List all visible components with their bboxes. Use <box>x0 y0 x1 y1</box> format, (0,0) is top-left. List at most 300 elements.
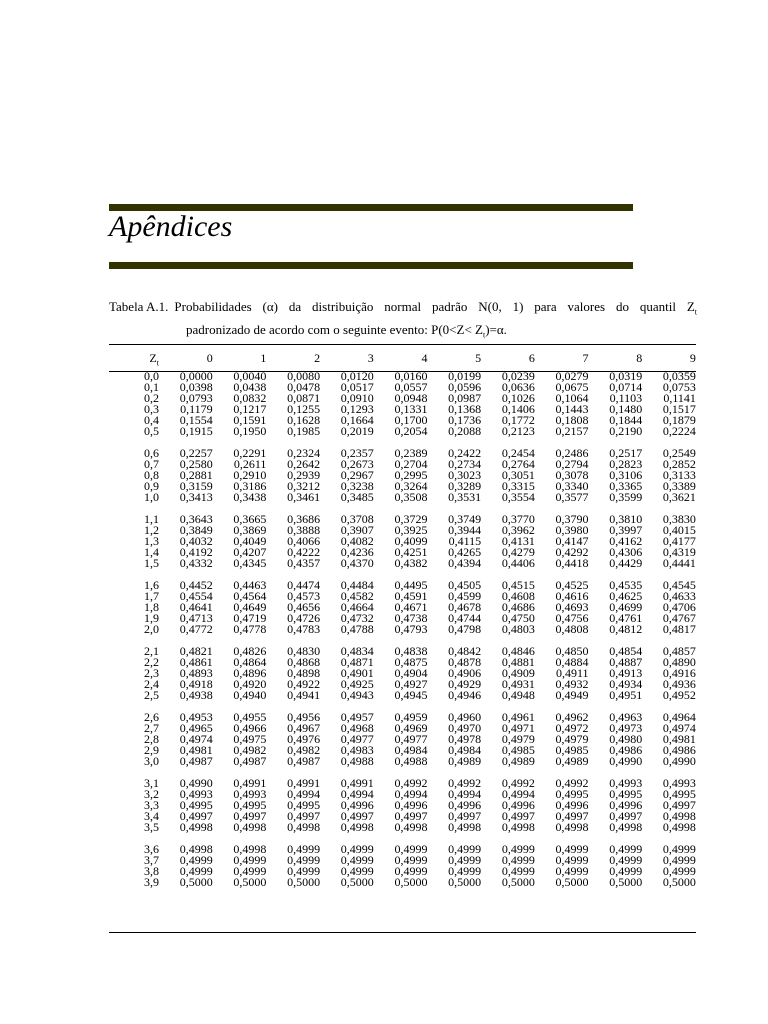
probability-cell: 0,4998 <box>287 820 321 834</box>
probability-cell: 0,4993 <box>233 787 267 801</box>
header-cell: 5 <box>475 351 482 365</box>
probability-cell: 0,4961 <box>501 710 535 724</box>
probability-cell: 0,0987 <box>448 391 482 405</box>
probability-cell: 0,3264 <box>394 479 428 493</box>
probability-cell: 0,0910 <box>340 391 374 405</box>
probability-cell: 0,4999 <box>287 864 321 878</box>
probability-cell: 0,4985 <box>555 743 589 757</box>
probability-cell: 0,3485 <box>340 490 374 504</box>
probability-cell: 0,2088 <box>448 424 482 438</box>
header-cell: 0 <box>206 351 213 365</box>
probability-cell: 0,0319 <box>609 369 643 383</box>
table-row <box>109 822 696 833</box>
probability-cell: 0,4463 <box>233 578 267 592</box>
probability-cell: 0,4998 <box>394 820 428 834</box>
probability-cell: 0,4783 <box>287 622 321 636</box>
probability-cell: 0,4890 <box>662 655 696 669</box>
probability-cell: 0,4049 <box>233 534 267 548</box>
probability-cell: 0,4756 <box>555 611 589 625</box>
probability-cell: 0,4893 <box>179 666 213 680</box>
probability-cell: 0,4963 <box>609 710 643 724</box>
probability-cell: 0,4979 <box>555 732 589 746</box>
zt-value-cell: 3,3 <box>144 798 159 812</box>
probability-cell: 0,4015 <box>662 523 696 537</box>
probability-cell: 0,1591 <box>233 413 267 427</box>
probability-cell: 0,4767 <box>662 611 696 625</box>
probability-cell: 0,4999 <box>609 864 643 878</box>
probability-cell: 0,4495 <box>394 578 428 592</box>
probability-cell: 0,4306 <box>609 545 643 559</box>
zt-value-cell: 0,5 <box>144 424 159 438</box>
probability-cell: 0,4988 <box>340 754 374 768</box>
probability-cell: 0,4996 <box>609 798 643 812</box>
probability-cell: 0,2642 <box>287 457 321 471</box>
probability-cell: 0,1736 <box>448 413 482 427</box>
probability-cell: 0,4131 <box>501 534 535 548</box>
probability-cell: 0,1808 <box>555 413 589 427</box>
probability-cell: 0,5000 <box>287 875 321 889</box>
probability-cell: 0,4906 <box>448 666 482 680</box>
probability-cell: 0,4738 <box>394 611 428 625</box>
probability-cell: 0,4998 <box>501 820 535 834</box>
probability-cell: 0,4406 <box>501 556 535 570</box>
probability-cell: 0,4993 <box>179 787 213 801</box>
probability-cell: 0,4941 <box>287 688 321 702</box>
probability-cell: 0,0871 <box>287 391 321 405</box>
probability-cell: 0,4980 <box>609 732 643 746</box>
zt-value-cell: 3,0 <box>144 754 159 768</box>
probability-cell: 0,4099 <box>394 534 428 548</box>
probability-cell: 0,3023 <box>448 468 482 482</box>
probability-cell: 0,4115 <box>448 534 482 548</box>
probability-cell: 0,4826 <box>233 644 267 658</box>
probability-cell: 0,0557 <box>394 380 428 394</box>
probability-cell: 0,4591 <box>394 589 428 603</box>
probability-cell: 0,3729 <box>394 512 428 526</box>
probability-cell: 0,4441 <box>662 556 696 570</box>
probability-cell: 0,0714 <box>609 380 643 394</box>
probability-cell: 0,4887 <box>609 655 643 669</box>
probability-cell: 0,4884 <box>555 655 589 669</box>
probability-cell: 0,4991 <box>340 776 374 790</box>
probability-cell: 0,4608 <box>501 589 535 603</box>
probability-cell: 0,3186 <box>233 479 267 493</box>
probability-cell: 0,0199 <box>448 369 482 383</box>
probability-cell: 0,4990 <box>662 754 696 768</box>
probability-cell: 0,0120 <box>340 369 374 383</box>
probability-cell: 0,4861 <box>179 655 213 669</box>
zt-value-cell: 2,8 <box>144 732 159 746</box>
probability-cell: 0,4989 <box>555 754 589 768</box>
zt-value-cell: 0,1 <box>144 380 159 394</box>
probability-cell: 0,4946 <box>448 688 482 702</box>
probability-cell: 0,4997 <box>287 809 321 823</box>
zt-value-cell: 2,1 <box>144 644 159 658</box>
probability-cell: 0,4999 <box>233 853 267 867</box>
probability-cell: 0,4999 <box>448 864 482 878</box>
probability-cell: 0,4207 <box>233 545 267 559</box>
probability-cell: 0,4913 <box>609 666 643 680</box>
probability-cell: 0,4995 <box>555 787 589 801</box>
probability-cell: 0,3340 <box>555 479 589 493</box>
caption-text-1-body: Probabilidades (α) da distribuição normal padrão N(0, 1) para valores do quantil Z <box>174 299 695 314</box>
probability-cell: 0,4999 <box>448 842 482 856</box>
probability-cell: 0,4981 <box>179 743 213 757</box>
probability-cell: 0,2257 <box>179 446 213 460</box>
probability-cell: 0,2324 <box>287 446 321 460</box>
probability-cell: 0,0948 <box>394 391 428 405</box>
probability-cell: 0,2580 <box>179 457 213 471</box>
zt-value-cell: 2,9 <box>144 743 159 757</box>
probability-cell: 0,1664 <box>340 413 374 427</box>
probability-cell: 0,1331 <box>394 402 428 416</box>
probability-cell: 0,4999 <box>501 842 535 856</box>
probability-cell: 0,4992 <box>501 776 535 790</box>
caption-text-1-sub: t <box>694 307 697 317</box>
probability-cell: 0,4750 <box>501 611 535 625</box>
probability-cell: 0,0832 <box>233 391 267 405</box>
probability-cell: 0,3389 <box>662 479 696 493</box>
table-row <box>109 426 696 437</box>
probability-cell: 0,5000 <box>394 875 428 889</box>
probability-cell: 0,4989 <box>448 754 482 768</box>
probability-cell: 0,4998 <box>448 820 482 834</box>
probability-cell: 0,4830 <box>287 644 321 658</box>
probability-cell: 0,4429 <box>609 556 643 570</box>
probability-cell: 0,4973 <box>609 721 643 735</box>
zt-value-cell: 1,2 <box>144 523 159 537</box>
probability-cell: 0,4998 <box>662 809 696 823</box>
probability-cell: 0,5000 <box>662 875 696 889</box>
probability-cell: 0,1517 <box>662 402 696 416</box>
probability-cell: 0,3315 <box>501 479 535 493</box>
probability-cell: 0,4994 <box>501 787 535 801</box>
probability-cell: 0,1480 <box>609 402 643 416</box>
probability-cell: 0,2611 <box>233 457 267 471</box>
probability-cell: 0,4984 <box>448 743 482 757</box>
probability-cell: 0,4999 <box>340 853 374 867</box>
header-cell: 4 <box>421 351 428 365</box>
probability-cell: 0,3708 <box>340 512 374 526</box>
probability-cell: 0,4951 <box>609 688 643 702</box>
caption-label: Tabela A.1. <box>109 299 169 314</box>
probability-cell: 0,4808 <box>555 622 589 636</box>
probability-cell: 0,4599 <box>448 589 482 603</box>
table-caption <box>109 298 697 343</box>
probability-cell: 0,5000 <box>609 875 643 889</box>
probability-cell: 0,4998 <box>179 842 213 856</box>
probability-cell: 0,4999 <box>555 864 589 878</box>
probability-cell: 0,4948 <box>501 688 535 702</box>
probability-cell: 0,3212 <box>287 479 321 493</box>
probability-cell: 0,3577 <box>555 490 589 504</box>
probability-cell: 0,4162 <box>609 534 643 548</box>
probability-cell: 0,4999 <box>609 853 643 867</box>
probability-cell: 0,4996 <box>555 798 589 812</box>
probability-cell: 0,2910 <box>233 468 267 482</box>
probability-cell: 0,2019 <box>340 424 374 438</box>
probability-cell: 0,4986 <box>609 743 643 757</box>
probability-cell: 0,0596 <box>448 380 482 394</box>
table-row <box>109 492 696 503</box>
probability-cell: 0,2517 <box>609 446 643 460</box>
probability-cell: 0,0636 <box>501 380 535 394</box>
probability-cell: 0,4878 <box>448 655 482 669</box>
probability-cell: 0,4292 <box>555 545 589 559</box>
probability-cell: 0,5000 <box>555 875 589 889</box>
zt-value-cell: 1,4 <box>144 545 159 559</box>
probability-cell: 0,4920 <box>233 677 267 691</box>
probability-cell: 0,2995 <box>394 468 428 482</box>
probability-cell: 0,4394 <box>448 556 482 570</box>
probability-cell: 0,2357 <box>340 446 374 460</box>
probability-cell: 0,4955 <box>233 710 267 724</box>
table-row <box>109 756 696 767</box>
probability-cell: 0,4875 <box>394 655 428 669</box>
probability-cell: 0,4999 <box>662 853 696 867</box>
probability-cell: 0,4693 <box>555 600 589 614</box>
probability-cell: 0,4995 <box>287 798 321 812</box>
probability-cell: 0,1406 <box>501 402 535 416</box>
probability-cell: 0,3925 <box>394 523 428 537</box>
probability-cell: 0,4949 <box>555 688 589 702</box>
normal-distribution-table <box>109 345 696 888</box>
probability-cell: 0,4978 <box>448 732 482 746</box>
probability-cell: 0,3888 <box>287 523 321 537</box>
probability-cell: 0,4975 <box>233 732 267 746</box>
probability-cell: 0,2967 <box>340 468 374 482</box>
probability-cell: 0,3531 <box>448 490 482 504</box>
probability-cell: 0,4834 <box>340 644 374 658</box>
probability-cell: 0,4995 <box>609 787 643 801</box>
probability-cell: 0,0517 <box>340 380 374 394</box>
probability-cell: 0,3438 <box>233 490 267 504</box>
probability-cell: 0,4147 <box>555 534 589 548</box>
probability-cell: 0,2549 <box>662 446 696 460</box>
header-cell: 6 <box>528 351 535 365</box>
probability-cell: 0,4996 <box>340 798 374 812</box>
zt-value-cell: 1,1 <box>144 512 159 526</box>
page-heading: Apêndices <box>109 210 233 243</box>
probability-cell: 0,4981 <box>662 732 696 746</box>
probability-cell: 0,2054 <box>394 424 428 438</box>
probability-cell: 0,0398 <box>179 380 213 394</box>
caption-text-1 <box>174 298 697 321</box>
zt-value-cell: 0,9 <box>144 479 159 493</box>
probability-cell: 0,4999 <box>179 853 213 867</box>
probability-cell: 0,4032 <box>179 534 213 548</box>
zt-value-cell: 0,8 <box>144 468 159 482</box>
zt-value-cell: 1,7 <box>144 589 159 603</box>
probability-cell: 0,4761 <box>609 611 643 625</box>
probability-cell: 0,4977 <box>394 732 428 746</box>
probability-cell: 0,2123 <box>501 424 535 438</box>
probability-cell: 0,4236 <box>340 545 374 559</box>
probability-cell: 0,4656 <box>287 600 321 614</box>
probability-cell: 0,3830 <box>662 512 696 526</box>
zt-value-cell: 3,6 <box>144 842 159 856</box>
probability-cell: 0,4931 <box>501 677 535 691</box>
probability-cell: 0,4983 <box>340 743 374 757</box>
probability-cell: 0,3997 <box>609 523 643 537</box>
zt-value-cell: 3,8 <box>144 864 159 878</box>
probability-cell: 0,4995 <box>662 787 696 801</box>
probability-cell: 0,0279 <box>555 369 589 383</box>
probability-cell: 0,2157 <box>555 424 589 438</box>
table-row <box>109 558 696 569</box>
probability-cell: 0,4925 <box>340 677 374 691</box>
probability-cell: 0,5000 <box>233 875 267 889</box>
probability-cell: 0,4370 <box>340 556 374 570</box>
probability-cell: 0,2224 <box>662 424 696 438</box>
probability-cell: 0,4936 <box>662 677 696 691</box>
probability-cell: 0,4812 <box>609 622 643 636</box>
probability-cell: 0,4999 <box>394 864 428 878</box>
probability-cell: 0,4896 <box>233 666 267 680</box>
probability-cell: 0,4997 <box>179 809 213 823</box>
probability-cell: 0,4990 <box>179 776 213 790</box>
probability-cell: 0,3790 <box>555 512 589 526</box>
probability-cell: 0,4778 <box>233 622 267 636</box>
probability-cell: 0,1554 <box>179 413 213 427</box>
probability-cell: 0,4984 <box>394 743 428 757</box>
probability-cell: 0,0675 <box>555 380 589 394</box>
probability-cell: 0,3413 <box>179 490 213 504</box>
probability-cell: 0,4793 <box>394 622 428 636</box>
probability-cell: 0,3770 <box>501 512 535 526</box>
header-cell-zt <box>109 345 159 371</box>
zt-value-cell: 0,0 <box>144 369 159 383</box>
probability-cell: 0,4922 <box>287 677 321 691</box>
probability-cell: 0,4633 <box>662 589 696 603</box>
probability-cell: 0,4999 <box>233 864 267 878</box>
probability-cell: 0,4719 <box>233 611 267 625</box>
probability-cell: 0,4222 <box>287 545 321 559</box>
probability-cell: 0,4998 <box>662 820 696 834</box>
probability-cell: 0,3554 <box>501 490 535 504</box>
probability-cell: 0,4953 <box>179 710 213 724</box>
zt-value-cell: 3,5 <box>144 820 159 834</box>
probability-cell: 0,4582 <box>340 589 374 603</box>
probability-cell: 0,4952 <box>662 688 696 702</box>
probability-cell: 0,0160 <box>394 369 428 383</box>
probability-cell: 0,4960 <box>448 710 482 724</box>
probability-cell: 0,4994 <box>287 787 321 801</box>
probability-cell: 0,3106 <box>609 468 643 482</box>
probability-cell: 0,2734 <box>448 457 482 471</box>
probability-cell: 0,4962 <box>555 710 589 724</box>
probability-cell: 0,1064 <box>555 391 589 405</box>
probability-cell: 0,3051 <box>501 468 535 482</box>
probability-cell: 0,3686 <box>287 512 321 526</box>
probability-cell: 0,4881 <box>501 655 535 669</box>
probability-cell: 0,3238 <box>340 479 374 493</box>
probability-cell: 0,4535 <box>609 578 643 592</box>
probability-cell: 0,4927 <box>394 677 428 691</box>
probability-cell: 0,1293 <box>340 402 374 416</box>
probability-cell: 0,3944 <box>448 523 482 537</box>
probability-cell: 0,4987 <box>287 754 321 768</box>
probability-cell: 0,4616 <box>555 589 589 603</box>
probability-cell: 0,4996 <box>394 798 428 812</box>
probability-cell: 0,2673 <box>340 457 374 471</box>
probability-cell: 0,4938 <box>179 688 213 702</box>
zt-value-cell: 0,4 <box>144 413 159 427</box>
zt-value-cell: 2,2 <box>144 655 159 669</box>
probability-cell: 0,1103 <box>609 391 643 405</box>
probability-cell: 0,0040 <box>233 369 267 383</box>
caption-line-2 <box>109 321 697 344</box>
probability-cell: 0,4995 <box>179 798 213 812</box>
probability-cell: 0,4641 <box>179 600 213 614</box>
probability-cell: 0,4940 <box>233 688 267 702</box>
probability-cell: 0,4911 <box>555 666 589 680</box>
caption-text-2-end: )=α. <box>485 321 507 337</box>
probability-cell: 0,4525 <box>555 578 589 592</box>
probability-cell: 0,3869 <box>233 523 267 537</box>
header-cell: 8 <box>636 351 643 365</box>
probability-cell: 0,4989 <box>501 754 535 768</box>
header-cell: 2 <box>314 351 321 365</box>
probability-cell: 0,2881 <box>179 468 213 482</box>
probability-cell: 0,5000 <box>501 875 535 889</box>
probability-cell: 0,3810 <box>609 512 643 526</box>
probability-cell: 0,4934 <box>609 677 643 691</box>
probability-cell: 0,3621 <box>662 490 696 504</box>
probability-cell: 0,1915 <box>179 424 213 438</box>
probability-cell: 0,4994 <box>448 787 482 801</box>
probability-cell: 0,4998 <box>609 820 643 834</box>
probability-cell: 0,4995 <box>233 798 267 812</box>
probability-cell: 0,3508 <box>394 490 428 504</box>
probability-cell: 0,4966 <box>233 721 267 735</box>
probability-cell: 0,4988 <box>394 754 428 768</box>
probability-cell: 0,4857 <box>662 644 696 658</box>
table-bottom-rule <box>109 932 696 933</box>
probability-cell: 0,4990 <box>609 754 643 768</box>
probability-cell: 0,4996 <box>448 798 482 812</box>
header-zt-sub: t <box>156 358 159 368</box>
probability-cell: 0,4999 <box>555 853 589 867</box>
probability-cell: 0,4979 <box>501 732 535 746</box>
zt-value-cell: 1,5 <box>144 556 159 570</box>
probability-cell: 0,4999 <box>340 864 374 878</box>
probability-cell: 0,2422 <box>448 446 482 460</box>
zt-value-cell: 1,6 <box>144 578 159 592</box>
probability-cell: 0,0359 <box>662 369 696 383</box>
probability-cell: 0,4999 <box>287 842 321 856</box>
probability-cell: 0,4929 <box>448 677 482 691</box>
probability-cell: 0,1950 <box>233 424 267 438</box>
probability-cell: 0,4871 <box>340 655 374 669</box>
probability-cell: 0,4968 <box>340 721 374 735</box>
probability-cell: 0,4904 <box>394 666 428 680</box>
probability-cell: 0,4382 <box>394 556 428 570</box>
header-cell: 1 <box>260 351 267 365</box>
probability-cell: 0,4699 <box>609 600 643 614</box>
probability-cell: 0,4898 <box>287 666 321 680</box>
zt-value-cell: 3,9 <box>144 875 159 889</box>
probability-cell: 0,2389 <box>394 446 428 460</box>
probability-cell: 0,4452 <box>179 578 213 592</box>
bottom-rule-bar <box>109 262 633 269</box>
probability-cell: 0,4997 <box>662 798 696 812</box>
probability-cell: 0,4909 <box>501 666 535 680</box>
probability-cell: 0,1141 <box>663 391 696 405</box>
probability-cell: 0,4964 <box>662 710 696 724</box>
probability-cell: 0,4265 <box>448 545 482 559</box>
probability-cell: 0,4850 <box>555 644 589 658</box>
